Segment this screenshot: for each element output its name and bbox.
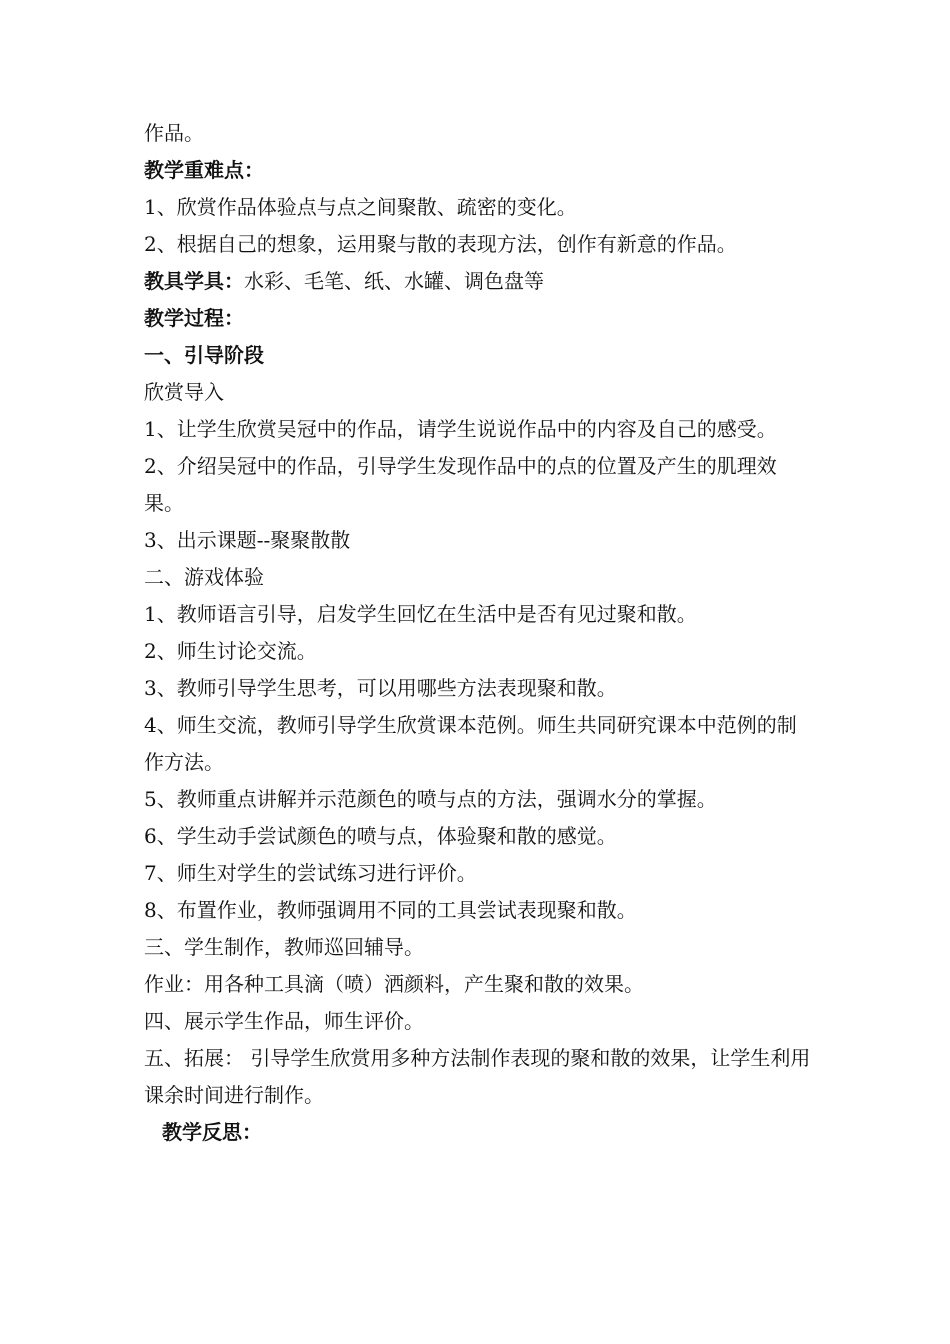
document-body: [144, 115, 812, 1151]
section-1-subheading: 欣赏导入: [144, 380, 224, 404]
section-2-item-8: 8、布置作业，教师强调用不同的工具尝试表现聚和散。: [144, 898, 637, 922]
section-3-heading: 三、学生制作，教师巡回辅导。: [144, 935, 424, 959]
section-2-item-7: 7、师生对学生的尝试练习进行评价。: [144, 861, 477, 885]
section-4-heading: 四、展示学生作品，师生评价。: [144, 1009, 424, 1033]
paragraph-intro-end: 作品。: [144, 121, 204, 145]
tools-label: 教具学具：: [144, 269, 244, 293]
process-heading: 教学过程：: [144, 306, 244, 330]
section-2-heading: 二、游戏体验: [144, 565, 264, 589]
section-2-item-5: 5、教师重点讲解并示范颜色的喷与点的方法，强调水分的掌握。: [144, 787, 717, 811]
key-points-heading: 教学重难点：: [144, 158, 264, 182]
key-point-2: 2、根据自己的想象，运用聚与散的表现方法，创作有新意的作品。: [144, 232, 737, 256]
section-1-heading: 一、引导阶段: [144, 343, 264, 367]
section-2-item-6: 6、学生动手尝试颜色的喷与点，体验聚和散的感觉。: [144, 824, 617, 848]
homework-line: 作业：用各种工具滴（喷）洒颜料，产生聚和散的效果。: [144, 972, 644, 996]
tools-line: [144, 263, 812, 300]
section-2-item-4: 4、师生交流，教师引导学生欣赏课本范例。师生共同研究课本中范例的制作方法。: [144, 713, 797, 774]
tools-text: 水彩、毛笔、纸、水罐、调色盘等: [244, 269, 544, 293]
key-point-1: 1、欣赏作品体验点与点之间聚散、疏密的变化。: [144, 195, 577, 219]
reflection-heading: 教学反思：: [162, 1120, 262, 1144]
section-2-item-3: 3、教师引导学生思考，可以用哪些方法表现聚和散。: [144, 676, 617, 700]
section-2-item-2: 2、师生讨论交流。: [144, 639, 317, 663]
section-1-item-2: 2、介绍吴冠中的作品，引导学生发现作品中的点的位置及产生的肌理效果。: [144, 454, 777, 515]
section-1-item-1: 1、让学生欣赏吴冠中的作品，请学生说说作品中的内容及自己的感受。: [144, 417, 777, 441]
section-2-item-1: 1、教师语言引导，启发学生回忆在生活中是否有见过聚和散。: [144, 602, 697, 626]
section-1-item-3: 3、出示课题--聚聚散散: [144, 528, 351, 552]
section-5-extension: 五、拓展： 引导学生欣赏用多种方法制作表现的聚和散的效果，让学生利用课余时间进行制作。: [144, 1046, 811, 1107]
